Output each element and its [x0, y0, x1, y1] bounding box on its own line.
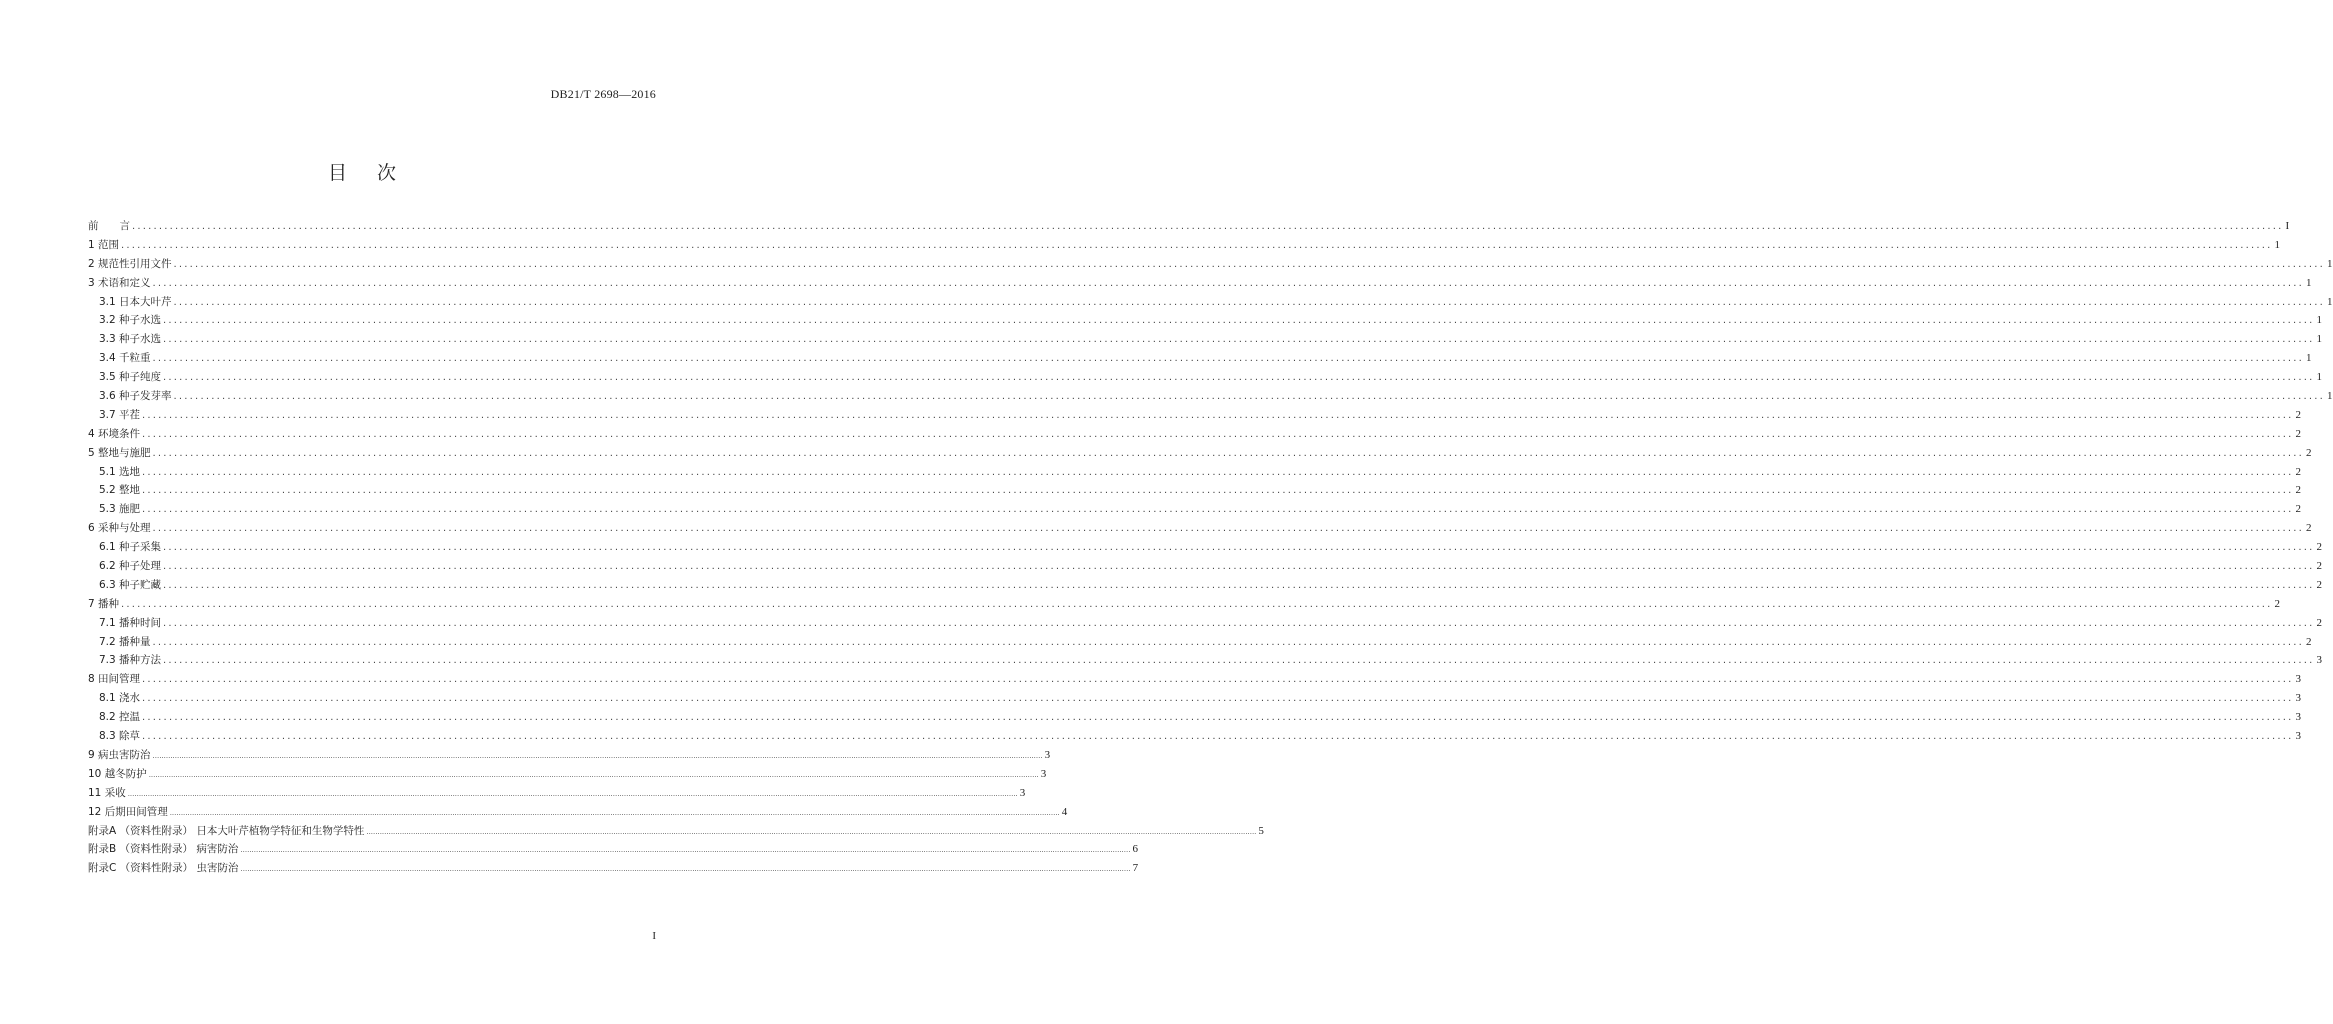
toc-entry[interactable] [88, 804, 1068, 823]
toc-entry[interactable] [88, 275, 2312, 294]
toc-entry[interactable] [88, 331, 2323, 350]
toc-entry-page: 3 [1044, 748, 1051, 761]
toc-leader-dots: ................................................................................................................................................................................................................................................................................................................................................................................................................ [152, 447, 2305, 459]
toc-entry-title: 8.3 除草 [99, 730, 141, 743]
toc-entry-page: 3 [1019, 786, 1026, 799]
toc-entry-title: 3.3 种子水选 [99, 333, 162, 346]
toc-entry-title: 5.1 选地 [99, 465, 141, 478]
toc-leader-dots: ................................................................................................................................................................................................................................................................................................................................................................................................................ [163, 617, 2315, 629]
toc-entry-page: 3 [2295, 673, 2302, 686]
toc-leader-dots: ................................................................................................................................................................................................................................................................................................................................................................................................................ [152, 277, 2305, 289]
toc-leader-dots: ................................................................................................................................................................................................................................................................................................................................................................................................................ [173, 296, 2326, 308]
toc-entry-title: 3.1 日本大叶芹 [99, 295, 172, 308]
toc-leader-dots: ................................................................................................................................................................................................................................................................................................................................................................................................................ [169, 808, 1060, 817]
toc-entry[interactable] [88, 539, 2323, 558]
toc-entry-title: 4 环境条件 [88, 427, 141, 440]
toc-leader-dots: ................................................................................................................................................................................................................................................................................................................................................................................................................ [132, 221, 2284, 232]
toc-entry-page: 1 [2327, 257, 2333, 270]
toc-leader-dots: ................................................................................................................................................................................................................................................................................................................................................................................................................ [121, 598, 2273, 610]
toc-leader-dots: ................................................................................................................................................................................................................................................................................................................................................................................................................ [152, 751, 1043, 760]
toc-entry-page: 5 [1258, 824, 1264, 837]
toc-leader-dots: ................................................................................................................................................................................................................................................................................................................................................................................................................ [142, 409, 2294, 421]
toc-entry-title: 3.6 种子发芽率 [99, 390, 172, 403]
toc-leader-dots: ................................................................................................................................................................................................................................................................................................................................................................................................................ [163, 315, 2315, 327]
toc-entry-title: 12 后期田间管理 [88, 805, 168, 818]
toc-entry-page: 1 [2327, 295, 2333, 308]
toc-entry-title: 7 播种 [88, 597, 120, 610]
toc-entry-page: 2 [2295, 503, 2302, 516]
toc-entry[interactable] [88, 690, 2302, 709]
toc-entry[interactable] [88, 237, 2281, 256]
toc-entry-page: 1 [2306, 352, 2312, 365]
toc-entry-page: 4 [1061, 805, 1068, 818]
toc-entry[interactable] [88, 520, 2312, 539]
toc-leader-dots: ................................................................................................................................................................................................................................................................................................................................................................................................................ [163, 561, 2315, 573]
toc-entry-page: 6 [1132, 843, 1138, 856]
toc-entry-title: 11 采收 [88, 786, 126, 799]
toc-entry[interactable] [88, 558, 2323, 577]
toc-entry[interactable] [88, 728, 2302, 747]
toc-entry-page: 7 [1132, 862, 1139, 875]
toc-entry-title: 前 言 [88, 220, 130, 232]
toc-entry-title: 3 术语和定义 [88, 276, 151, 289]
toc-leader-dots: ................................................................................................................................................................................................................................................................................................................................................................................................................ [173, 258, 2326, 270]
toc-entry-title: 8.2 控温 [99, 711, 141, 724]
toc-entry[interactable] [88, 218, 2290, 237]
toc-entry-title: 3.5 种子纯度 [99, 371, 162, 384]
toc-entry[interactable] [88, 860, 1139, 879]
toc-entry-page: 2 [2306, 522, 2312, 535]
toc-entry-title: 附录C （资料性附录） 虫害防治 [88, 862, 239, 875]
toc-entry-page: 2 [2295, 427, 2302, 440]
toc-entry-title: 1 范围 [88, 238, 120, 251]
toc-entry[interactable] [88, 407, 2302, 426]
toc-entry[interactable] [88, 501, 2302, 520]
toc-entry-page: 2 [2316, 578, 2323, 591]
page-title: 目 次 [327, 162, 409, 184]
toc-entry-page: 2 [2274, 597, 2281, 610]
toc-entry[interactable] [88, 747, 1051, 766]
toc-leader-dots: ................................................................................................................................................................................................................................................................................................................................................................................................................ [127, 789, 1018, 798]
toc-leader-dots: ................................................................................................................................................................................................................................................................................................................................................................................................................ [163, 542, 2315, 554]
toc-entry-page: 2 [2316, 560, 2323, 573]
toc-entry-title: 7.1 播种时间 [99, 616, 162, 629]
toc-entry[interactable] [88, 445, 2312, 464]
toc-entry-page: 2 [2306, 635, 2312, 648]
toc-entry-title: 6.2 种子处理 [99, 560, 162, 573]
toc-entry[interactable] [88, 709, 2302, 728]
toc-entry-page: 1 [2316, 333, 2323, 346]
page-number: I [652, 930, 656, 942]
toc-entry-page: 2 [2295, 408, 2302, 421]
toc-entry-page: 1 [2327, 390, 2333, 403]
toc-leader-dots: ................................................................................................................................................................................................................................................................................................................................................................................................................ [152, 353, 2305, 365]
toc-entry[interactable] [88, 823, 1264, 842]
toc-leader-dots: ................................................................................................................................................................................................................................................................................................................................................................................................................ [142, 485, 2294, 497]
toc-leader-dots: ................................................................................................................................................................................................................................................................................................................................................................................................................ [163, 655, 2315, 667]
toc-entry[interactable] [88, 577, 2323, 596]
toc-entry-page: I [2285, 220, 2290, 232]
toc-leader-dots: ................................................................................................................................................................................................................................................................................................................................................................................................................ [173, 391, 2326, 403]
toc-entry-page: 3 [2295, 692, 2302, 705]
toc-leader-dots: ................................................................................................................................................................................................................................................................................................................................................................................................................ [142, 693, 2294, 705]
toc-entry[interactable] [88, 634, 2312, 653]
toc-leader-dots: ................................................................................................................................................................................................................................................................................................................................................................................................................ [152, 523, 2305, 535]
toc-entry-title: 10 越冬防护 [88, 767, 147, 780]
toc-entry[interactable] [88, 671, 2302, 690]
toc-leader-dots: ................................................................................................................................................................................................................................................................................................................................................................................................................ [163, 579, 2315, 591]
toc-entry-page: 2 [2316, 616, 2323, 629]
toc-leader-dots: ................................................................................................................................................................................................................................................................................................................................................................................................................ [142, 712, 2294, 724]
toc-entry[interactable] [88, 615, 2323, 634]
toc-entry-title: 2 规范性引用文件 [88, 257, 172, 270]
toc-entry[interactable] [88, 350, 2312, 369]
toc-entry-title: 8 田间管理 [88, 673, 141, 686]
toc-leader-dots: ................................................................................................................................................................................................................................................................................................................................................................................................................ [142, 674, 2294, 686]
toc-entry-title: 6 采种与处理 [88, 522, 151, 535]
toc-entry-title: 6.1 种子采集 [99, 541, 162, 554]
toc-entry-title: 6.3 种子贮藏 [99, 578, 162, 591]
toc-entry-page: 1 [2306, 276, 2312, 289]
toc-entry-page: 2 [2316, 541, 2323, 554]
toc-leader-dots: ................................................................................................................................................................................................................................................................................................................................................................................................................ [142, 504, 2294, 516]
toc-entry[interactable] [88, 841, 1138, 860]
toc-leader-dots: ................................................................................................................................................................................................................................................................................................................................................................................................................ [142, 428, 2294, 440]
toc-leader-dots: ................................................................................................................................................................................................................................................................................................................................................................................................................ [366, 827, 1257, 836]
toc-entry[interactable] [88, 312, 2323, 331]
toc-leader-dots: ................................................................................................................................................................................................................................................................................................................................................................................................................ [142, 731, 2294, 743]
toc-entry-title: 3.7 平茬 [99, 408, 141, 421]
toc-leader-dots: ................................................................................................................................................................................................................................................................................................................................................................................................................ [121, 239, 2273, 251]
toc-entry-title: 5.2 整地 [99, 484, 141, 497]
toc-entry-page: 3 [1040, 767, 1047, 780]
toc-leader-dots: ................................................................................................................................................................................................................................................................................................................................................................................................................ [240, 865, 1131, 874]
toc-leader-dots: ................................................................................................................................................................................................................................................................................................................................................................................................................ [163, 372, 2315, 384]
toc-entry[interactable] [88, 652, 2323, 671]
toc-leader-dots: ................................................................................................................................................................................................................................................................................................................................................................................................................ [148, 770, 1039, 779]
toc-entry[interactable] [88, 596, 2281, 615]
document-code: DB21/T 2698—2016 [550, 87, 656, 101]
toc-entry-title: 8.1 浇水 [99, 692, 141, 705]
toc-entry[interactable] [88, 464, 2302, 483]
toc-entry-page: 3 [2316, 654, 2323, 667]
table-of-contents [88, 218, 2333, 879]
toc-entry-page: 2 [2295, 484, 2302, 497]
toc-entry[interactable] [88, 369, 2323, 388]
toc-entry-page: 1 [2274, 238, 2281, 251]
toc-entry[interactable] [88, 388, 2333, 407]
toc-entry[interactable] [88, 426, 2302, 445]
toc-entry-title: 附录B （资料性附录） 病害防治 [88, 843, 239, 856]
toc-entry-page: 2 [2295, 465, 2302, 478]
toc-entry-title: 附录A （资料性附录） 日本大叶芹植物学特征和生物学特性 [88, 824, 365, 837]
toc-entry[interactable] [88, 785, 1026, 804]
toc-entry-title: 5.3 施肥 [99, 503, 141, 516]
toc-entry[interactable] [88, 256, 2333, 275]
toc-leader-dots: ................................................................................................................................................................................................................................................................................................................................................................................................................ [152, 636, 2305, 648]
toc-entry-title: 7.2 播种量 [99, 635, 151, 648]
toc-entry-page: 3 [2295, 730, 2302, 743]
toc-entry[interactable] [88, 482, 2302, 501]
toc-leader-dots: ................................................................................................................................................................................................................................................................................................................................................................................................................ [163, 334, 2315, 346]
toc-entry-title: 3.4 千粒重 [99, 352, 151, 365]
toc-entry-title: 9 病虫害防治 [88, 748, 151, 761]
toc-entry-title: 5 整地与施肥 [88, 446, 151, 459]
toc-entry-title: 3.2 种子水选 [99, 314, 162, 327]
toc-entry-page: 1 [2316, 371, 2323, 384]
toc-entry[interactable] [88, 294, 2333, 313]
toc-entry-page: 2 [2306, 446, 2312, 459]
toc-entry-page: 3 [2295, 711, 2302, 724]
toc-leader-dots: ................................................................................................................................................................................................................................................................................................................................................................................................................ [142, 466, 2294, 478]
toc-entry[interactable] [88, 766, 1047, 785]
toc-entry-title: 7.3 播种方法 [99, 654, 162, 667]
toc-leader-dots: ................................................................................................................................................................................................................................................................................................................................................................................................................ [240, 846, 1131, 855]
toc-entry-page: 1 [2316, 314, 2323, 327]
